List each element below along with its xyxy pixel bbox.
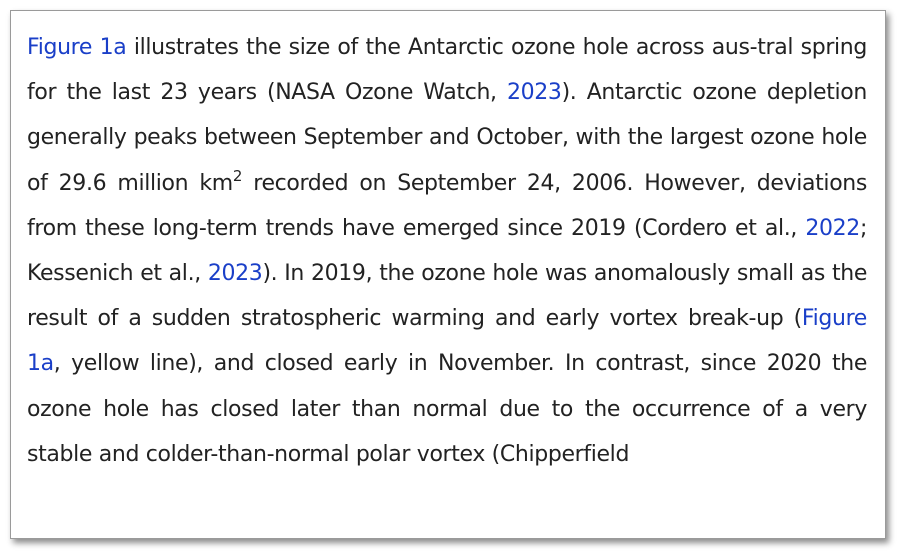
- paragraph-text: ; Kessenich et al.,: [27, 215, 867, 287]
- paragraph-text: ). Antarctic ozone depletion generally peaks between September and October, with the largest ozone hole of 29.6 million km: [27, 80, 867, 196]
- figure-1a-link[interactable]: Figure 1a: [27, 306, 867, 377]
- paragraph-text: recorded on September 24, 2006. However, deviations from these long-term trends have emerged since 2019 (Cordero et al.,: [27, 170, 868, 241]
- kessenich-2023-link[interactable]: 2023: [207, 261, 263, 287]
- paragraph-text: illustrates the size of the Antarctic ozone hole across aus-tral spring for the last 23 years (NASA Ozone Watch,: [27, 35, 867, 106]
- nasa-ozone-watch-2023-link[interactable]: 2023: [506, 80, 562, 106]
- text-excerpt-frame: [10, 10, 886, 539]
- cordero-2022-link[interactable]: 2022: [805, 215, 860, 241]
- superscript-2: 2: [232, 166, 243, 185]
- paragraph-text: ). In 2019, the ozone hole was anomalously small as the result of a sudden stratospheric warming and early vortex break-up (: [27, 261, 868, 332]
- paragraph-text: , yellow line), and closed early in November. In contrast, since 2020 the ozone hole has closed later than normal due to the occurrence of a very stable and colder-than-normal polar vortex (Chipperfield: [27, 351, 867, 467]
- figure-1a-link[interactable]: Figure 1a: [27, 35, 127, 60]
- body-paragraph: [27, 25, 867, 477]
